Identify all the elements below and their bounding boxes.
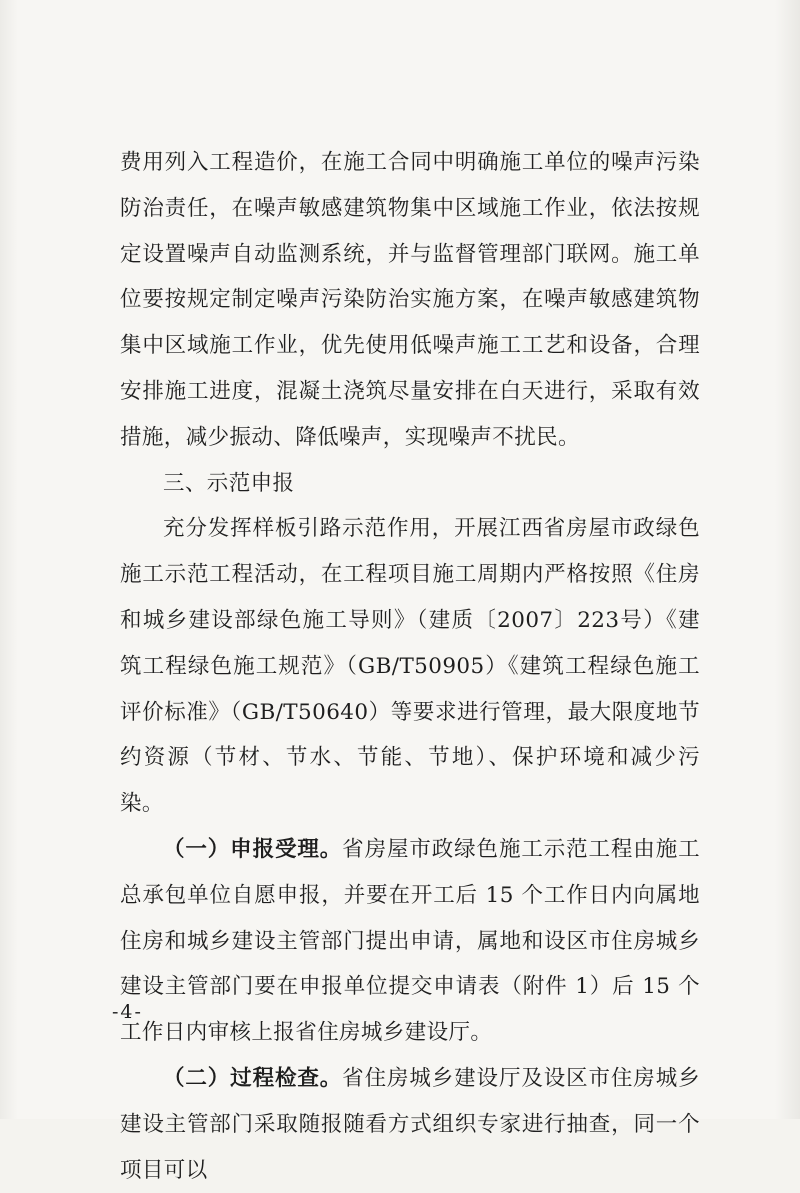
subheading-application-acceptance: （一）申报受理。 (163, 836, 343, 862)
paragraph-demonstration-intro: 充分发挥样板引路示范作用，开展江西省房屋市政绿色施工示范工程活动，在工程项目施工周期内严格按照《住房和城乡建设部绿色施工导则》（建质〔2007〕223号）《建筑工程绿色施工规范》（GB/T50905）《建筑工程绿色施工评价标准》（GB/T50640）等要求进行管理，最大限度地节约资源（节材、节水、节能、节地）、保护环境和减少污染。 (120, 516, 700, 817)
section-heading-demonstration-application: 三、示范申报 (163, 470, 295, 496)
document-body (120, 140, 700, 1193)
page-number: -4- (112, 1001, 143, 1023)
paragraph-application-acceptance-body: 省房屋市政绿色施工示范工程由施工总承包单位自愿申报，并要在开工后 15 个工作日内向属地住房和城乡建设主管部门提出申请，属地和设区市住房城乡建设主管部门要在申报单位提交申请表（附件 1）后 15 个工作日内审核上报省住房城乡建设厅。 (120, 836, 701, 1046)
paragraph-noise-control: 费用列入工程造价，在施工合同中明确施工单位的噪声污染防治责任，在噪声敏感建筑物集中区域施工作业，依法按规定设置噪声自动监测系统，并与监督管理部门联网。施工单位要按规定制定噪声污染防治实施方案，在噪声敏感建筑物集中区域施工作业，优先使用低噪声施工工艺和设备，合理安排施工进度，混凝土浇筑尽量安排在白天进行，采取有效措施，减少振动、降低噪声，实现噪声不扰民。 (120, 150, 700, 450)
paragraph-process-inspection (120, 1056, 700, 1193)
paragraph-process-inspection-body: 省住房城乡建设厅及设区市住房城乡建设主管部门采取随报随看方式组织专家进行抽查，同一个项目可以 (120, 1065, 701, 1183)
paragraph-application-acceptance (120, 827, 700, 1056)
subheading-process-inspection: （二）过程检查。 (163, 1065, 343, 1091)
